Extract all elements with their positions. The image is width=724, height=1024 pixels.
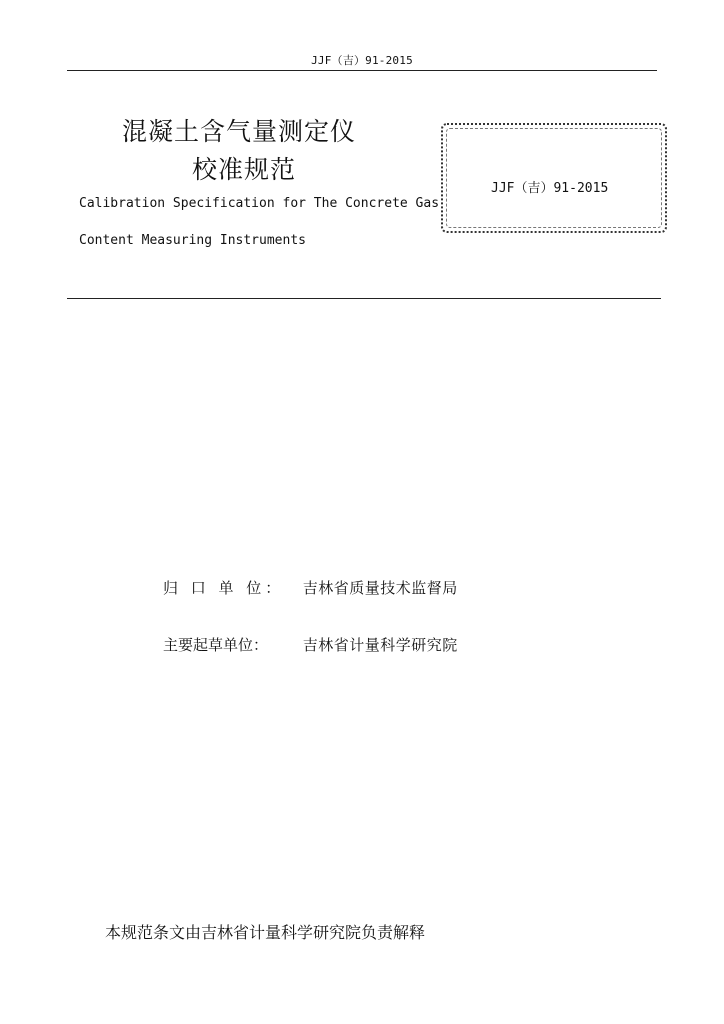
english-title-line1: Calibration Specification for The Concrete Gas: [79, 196, 440, 211]
document-code-box: [441, 123, 667, 233]
authority-row: [163, 577, 458, 598]
document-title-line2: 校准规范: [192, 155, 297, 184]
header-code: JJF（吉）91-2015: [311, 54, 413, 67]
authority-value: 吉林省质量技术监督局: [302, 579, 458, 597]
document-code: JJF（吉）91-2015: [491, 181, 609, 196]
drafter-value: 吉林省计量科学研究院: [302, 636, 458, 654]
drafter-label: 主要起草单位：: [163, 636, 269, 654]
interpretation-note: 本规范条文由吉林省计量科学研究院负责解释: [105, 923, 426, 942]
document-title-line1: 混凝土含气量测定仪: [122, 117, 357, 146]
title-divider: [67, 298, 661, 299]
english-title-line2: Content Measuring Instruments: [79, 233, 306, 248]
drafter-row: [163, 634, 458, 655]
authority-label: 归 口 单 位：: [163, 579, 285, 597]
header-divider: [67, 70, 657, 71]
